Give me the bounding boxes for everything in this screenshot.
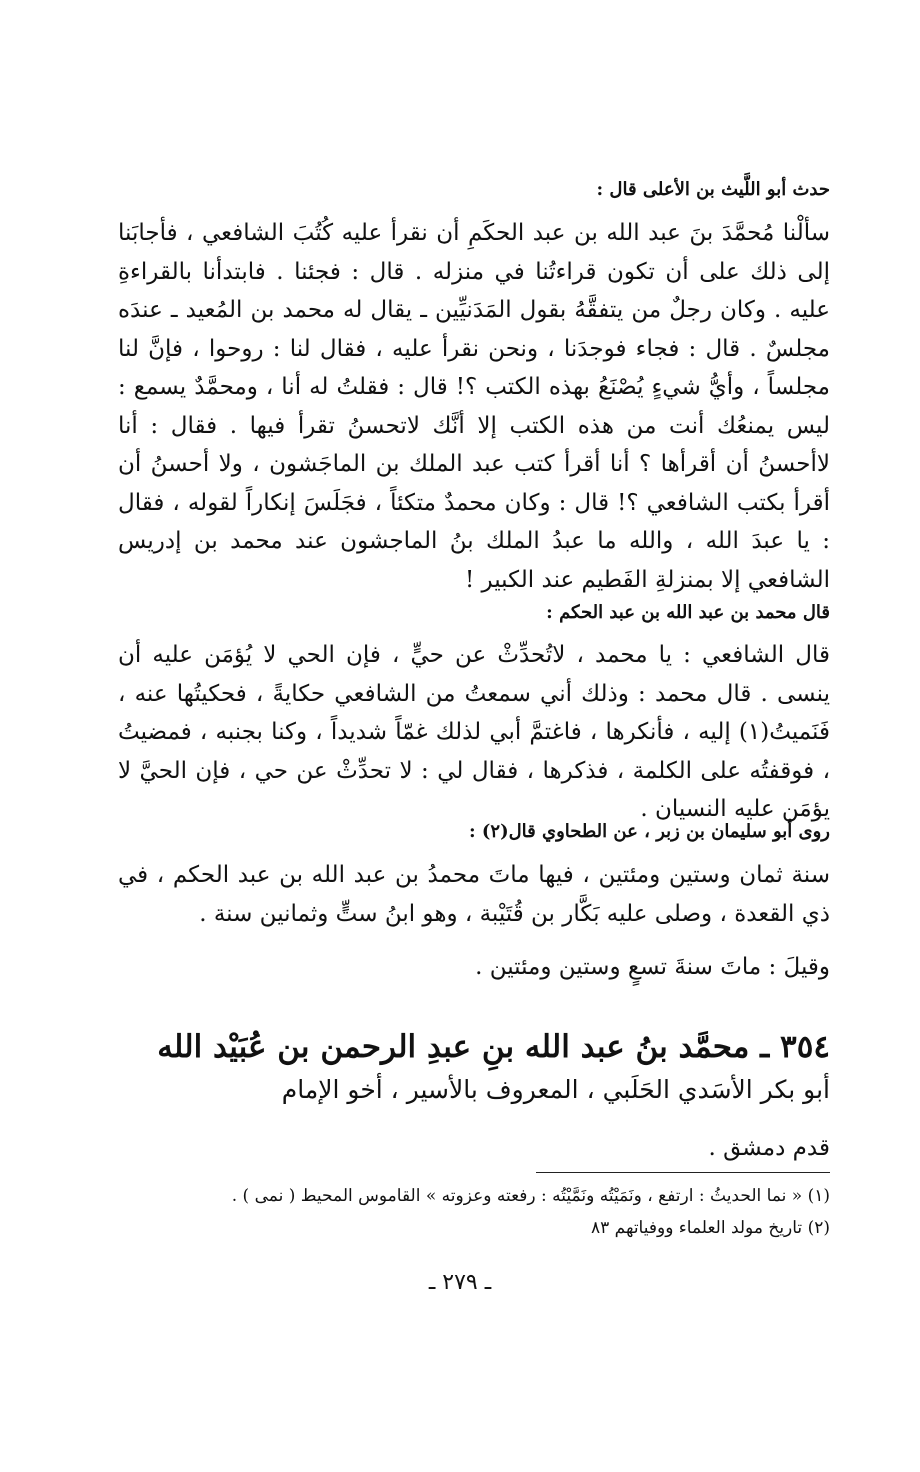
section-2-body: قال الشافعي : يا محمد ، لاتُحدِّثْ عن حيٍّ ، فإن الحي لا يُؤمَن عليه أن ينسى . قال محمد : وذلك أني سمعتُ من الشافعي حكايةً ، فحكيتُها عنه ، فَنَميتُ(١) إليه ، فأنكرها ، فاغتمَّ أبي لذلك غمّاً شديداً ، وكنا بجنبه ، فمضيتُ ، فوقفتُه على الكلمة ، فذكرها ، فقال لي : لا تحدِّثْ عن حي ، فإن الحيَّ لا يؤمَن عليه النسيان .: [118, 642, 830, 822]
footnote-divider: [536, 1172, 830, 1173]
section-1-body: سألْنا مُحمَّدَ بنَ عبد الله بن عبد الحكَمِ أن نقرأ عليه كُتُبَ الشافعي ، فأجابَنا إلى ذلك على أن تكون قراءتُنا في منزله . قال : فجئنا . فابتدأنا بالقراءةِ عليه . وكان رجلٌ من يتفقَّهُ بقول المَدَنيِّين ـ يقال له محمد بن المُعيد ـ عندَه مجلسٌ . قال : فجاء فوجدَنا ، ونحن نقرأ عليه ، فقال لنا : روحوا ، فإنَّ لنا مجلساً ، وأيُّ شيءٍ يُصْنَعُ بهذه الكتب ؟! قال : فقلتُ له أنا ، ومحمَّدٌ يسمع : ليس يمنعُك أنت من هذه الكتب إلا أنَّك لاتحسنُ تقرأ فيها . فقال : أنا لاأحسنُ أن أقرأها ؟ أنا أقرأ كتب عبد الملك بن الماجَشون ، ولا أحسنُ أن أقرأ بكتب الشافعي ؟! قال : وكان محمدٌ متكئاً ، فجَلَسَ إنكاراً لقوله ، فقال : يا عبدَ الله ، والله ما عبدُ الملك بنُ الماجشون عند محمد بن إدريس الشافعي إلا بمنزلةِ الفَطيم عند الكبير !: [118, 220, 830, 593]
section-3-body: سنة ثمان وستين ومئتين ، فيها ماتَ محمدُ بن عبد الله بن عبد الحكم ، في ذي القعدة ، وصلى عليه بَكَّار بن قُتَيْبة ، وهو ابنُ ستٍّ وثمانين سنة .: [118, 862, 830, 927]
section-2-intro: قال محمد بن عبد الله بن عبد الحكم :: [546, 602, 830, 623]
page-number: ـ ٢٧٩ ـ: [428, 1270, 492, 1295]
section-3-intro: روى أبو سليمان بن زبر ، عن الطحاوي قال(٢) :: [468, 821, 830, 842]
section-3-alternate-date: وقيلَ : ماتَ سنةَ تسعٍ وستين ومئتين .: [475, 954, 830, 980]
footnote-1: (١) « نما الحديثُ : ارتفع ، ونَمَيْتُه ونَمَّيْتُه : رفعته وعزوته » القاموس المحيط ( نمى ) .: [231, 1186, 830, 1206]
entry-subheading: أبو بكر الأسَدي الحَلَبي ، المعروف بالأسير ، أخو الإمام: [281, 1075, 830, 1104]
section-1-intro: حدث أبو اللَّيث بن الأعلى قال :: [596, 179, 830, 200]
entry-heading: ٣٥٤ ـ محمَّد بنُ عبد الله بنِ عبدِ الرحمن بن عُبَيْد الله: [157, 1029, 830, 1065]
entry-note: قدم دمشق .: [708, 1135, 830, 1161]
footnote-2: (٢) تاريخ مولد العلماء ووفياتهم ٨٣: [591, 1218, 830, 1238]
